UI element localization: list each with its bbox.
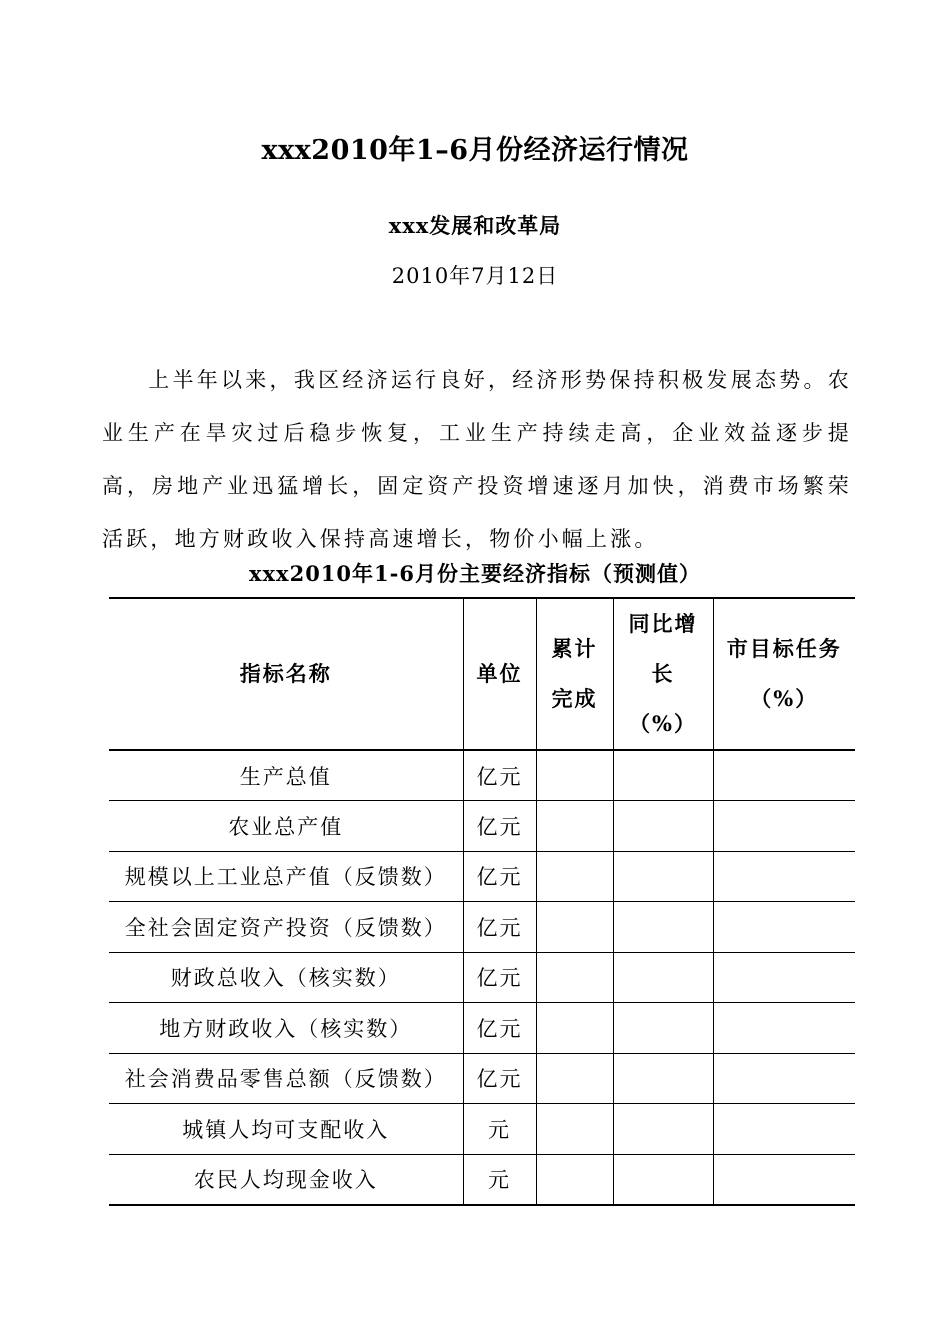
header-cumulative-line2: 完成 [551,686,598,711]
cell-name: 社会消费品零售总额（反馈数） [109,1053,463,1104]
cell-unit: 亿元 [463,851,536,902]
cell-target [713,952,855,1003]
cell-cumulative [536,750,613,801]
cell-unit: 元 [463,1104,536,1155]
header-yoy-line1: 同比增 [628,611,698,636]
cell-target [713,1104,855,1155]
header-yoy-line2: 长 [651,661,675,686]
cell-cumulative [536,801,613,852]
cell-name: 地方财政收入（核实数） [109,1003,463,1054]
header-yoy [613,598,713,750]
cell-name: 全社会固定资产投资（反馈数） [109,902,463,953]
cell-yoy [613,1003,713,1054]
cell-name: 农业总产值 [109,801,463,852]
cell-yoy [613,902,713,953]
cell-target [713,851,855,902]
cell-unit: 亿元 [463,801,536,852]
table-header-row [109,598,855,750]
cell-cumulative [536,952,613,1003]
issuer-name: xxx发展和改革局 [388,213,562,238]
cell-cumulative [536,902,613,953]
table-row [109,952,855,1003]
document-date: 2010年7月12日 [391,264,559,288]
header-unit: 单位 [463,598,536,750]
table-row [109,1154,855,1205]
header-cumulative-line1: 累计 [551,636,598,661]
cell-unit: 元 [463,1154,536,1205]
cell-yoy [613,1154,713,1205]
header-target [713,598,855,750]
cell-unit: 亿元 [463,902,536,953]
cell-unit: 亿元 [463,952,536,1003]
cell-cumulative [536,851,613,902]
cell-yoy [613,750,713,801]
cell-target [713,902,855,953]
cell-name: 生产总值 [109,750,463,801]
header-target-line2: （%） [750,686,819,711]
cell-unit: 亿元 [463,1053,536,1104]
cell-yoy [613,1053,713,1104]
cell-target [713,801,855,852]
cell-unit: 亿元 [463,750,536,801]
cell-target [713,1003,855,1054]
cell-target [713,1154,855,1205]
cell-yoy [613,1104,713,1155]
table-row [109,1003,855,1054]
table-row [109,902,855,953]
table-row [109,1053,855,1104]
cell-name: 农民人均现金收入 [109,1154,463,1205]
document-title: xxx2010年1–6月份经济运行情况 [261,135,689,166]
table-row [109,851,855,902]
cell-cumulative [536,1053,613,1104]
header-yoy-line3: （%） [629,711,697,736]
cell-yoy [613,851,713,902]
cell-target [713,1053,855,1104]
cell-yoy [613,801,713,852]
header-target-line1: 市目标任务 [726,636,842,661]
summary-paragraph: 上半年以来，我区经济运行良好，经济形势保持积极发展态势。农业生产在旱灾过后稳步恢复，工业生产持续走高，企业效益逐步提高，房地产业迅猛增长，固定资产投资增速逐月加快，消费市场繁荣活跃，地方财政收入保持高速增长，物价小幅上涨。 [102,368,852,551]
indicators-table [109,597,855,1206]
cell-target [713,750,855,801]
header-name: 指标名称 [109,598,463,750]
cell-cumulative [536,1154,613,1205]
cell-name: 财政总收入（核实数） [109,952,463,1003]
cell-unit: 亿元 [463,1003,536,1054]
table-caption: xxx2010年1-6月份主要经济指标（预测值） [249,561,701,586]
table-row [109,801,855,852]
table-row [109,750,855,801]
cell-yoy [613,952,713,1003]
cell-name: 城镇人均可支配收入 [109,1104,463,1155]
cell-name: 规模以上工业总产值（反馈数） [109,851,463,902]
table-row [109,1104,855,1155]
cell-cumulative [536,1104,613,1155]
header-cumulative [536,598,613,750]
cell-cumulative [536,1003,613,1054]
